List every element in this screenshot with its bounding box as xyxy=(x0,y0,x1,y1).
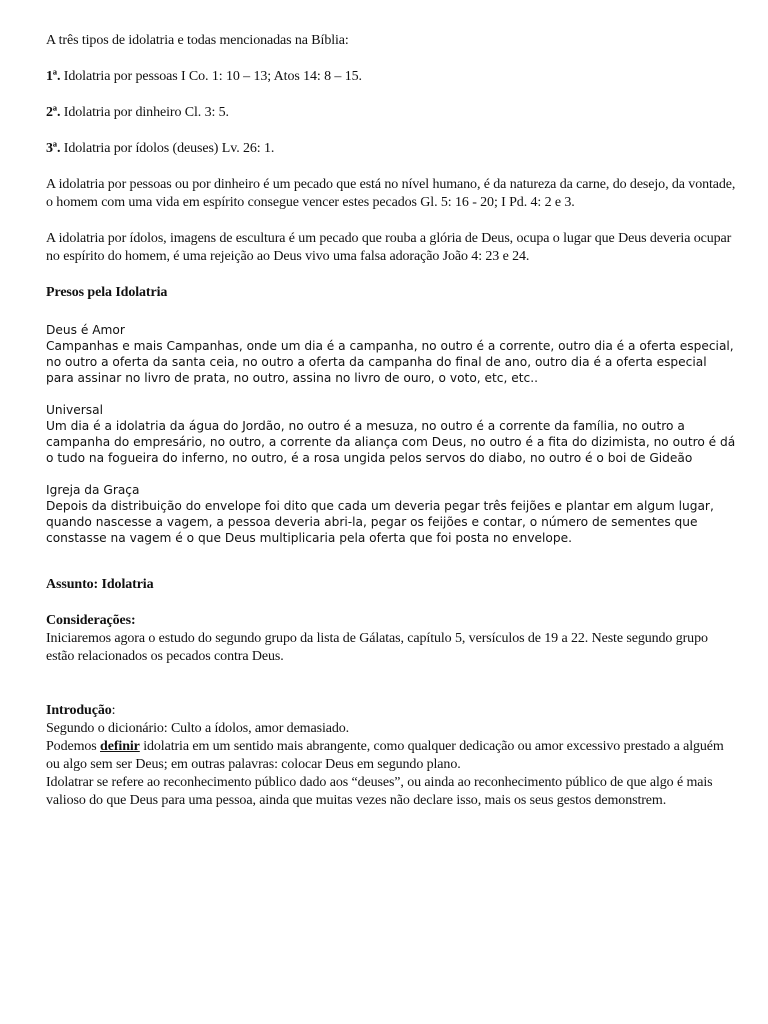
introducao-line-2-after: idolatria em um sentido mais abrangente, como qualquer dedicação ou amor excessivo prestado a alguém ou algo sem ser Deus; em outras palavras: colocar Deus em segundo plano. xyxy=(46,739,724,772)
church-name-3: Igreja da Graça xyxy=(46,483,140,497)
church-name-1: Deus é Amor xyxy=(46,323,125,337)
type-3-text: Idolatria por ídolos (deuses) Lv. 26: 1. xyxy=(60,141,275,156)
definir-word: definir xyxy=(100,739,140,754)
document-page xyxy=(46,32,736,810)
church-text-1: Campanhas e mais Campanhas, onde um dia é a campanha, no outro é a corrente, outro dia é a oferta especial, no outro a oferta da santa ceia, no outro a oferta da campanha do final de ano, outro dia é a oferta especial para assinar no livro de prata, no outro, assina no livro de ouro, o voto, etc, etc.. xyxy=(46,339,734,385)
introducao-line-2 xyxy=(46,738,736,774)
church-text-3: Depois da distribuição do envelope foi dito que cada um deveria pegar três feijões e plantar em algum lugar, quando nascesse a vagem, a pessoa deveria abri-la, pegar os feijões e contar, o número de sementes que constasse na vagem é o que Deus multiplicaria pela oferta que foi posta no envelope. xyxy=(46,499,714,545)
heading-assunto: Assunto: Idolatria xyxy=(46,577,154,592)
type-1-number: 1ª. xyxy=(46,69,61,84)
paragraph-2: A idolatria por ídolos, imagens de escultura é um pecado que rouba a glória de Deus, ocupa o lugar que Deus deveria ocupar no espírito do homem, é uma rejeição ao Deus vivo uma falsa adoração João 4: 23 e 24. xyxy=(46,231,732,264)
heading-presos: Presos pela Idolatria xyxy=(46,285,168,300)
church-name-2: Universal xyxy=(46,403,103,417)
type-1 xyxy=(46,68,736,86)
introducao-colon: : xyxy=(111,703,116,718)
consideracoes-heading: Considerações: xyxy=(46,613,136,628)
church-section-1 xyxy=(46,322,736,386)
intro-line: A três tipos de idolatria e todas mencionadas na Bíblia: xyxy=(46,33,349,48)
type-2-number: 2ª. xyxy=(46,105,61,120)
type-3 xyxy=(46,140,736,158)
paragraph-1: A idolatria por pessoas ou por dinheiro é um pecado que está no nível humano, é da natureza da carne, do desejo, da vontade, o homem com uma vida em espírito consegue vencer estes pecados Gl. 5: 16 - 20; I Pd. 4: 2 e 3. xyxy=(46,177,736,210)
church-text-2: Um dia é a idolatria da água do Jordão, no outro é a mesuza, no outro é a corrente da família, no outro a campanha do empresário, no outro, a corrente da aliança com Deus, no outro é a fita do dizimista, no outro é dá o tudo na fogueira do inferno, no outro, é a rosa ungida pelos servos do diabo, no outro é o boi de Gideão xyxy=(46,419,736,465)
type-1-text: Idolatria por pessoas I Co. 1: 10 – 13; Atos 14: 8 – 15. xyxy=(60,69,362,84)
consideracoes-text: Iniciaremos agora o estudo do segundo grupo da lista de Gálatas, capítulo 5, versículos de 19 a 22. Neste segundo grupo estão relacionados os pecados contra Deus. xyxy=(46,631,708,664)
introducao-heading: Introdução xyxy=(46,703,112,718)
introducao-line-2-before: Podemos xyxy=(46,739,101,754)
introducao-line-1: Segundo o dicionário: Culto a ídolos, amor demasiado. xyxy=(46,721,350,736)
church-section-2 xyxy=(46,402,736,466)
type-2 xyxy=(46,104,736,122)
introducao-heading-line xyxy=(46,702,736,720)
type-2-text: Idolatria por dinheiro Cl. 3: 5. xyxy=(60,105,229,120)
type-3-number: 3ª. xyxy=(46,141,61,156)
church-section-3 xyxy=(46,482,736,546)
introducao-line-3: Idolatrar se refere ao reconhecimento público dado aos “deuses”, ou ainda ao reconhecimento público de que algo é mais valioso do que Deus para uma pessoa, ainda que muitas vezes não declare isso, mais os seus gestos demonstrem. xyxy=(46,775,713,808)
